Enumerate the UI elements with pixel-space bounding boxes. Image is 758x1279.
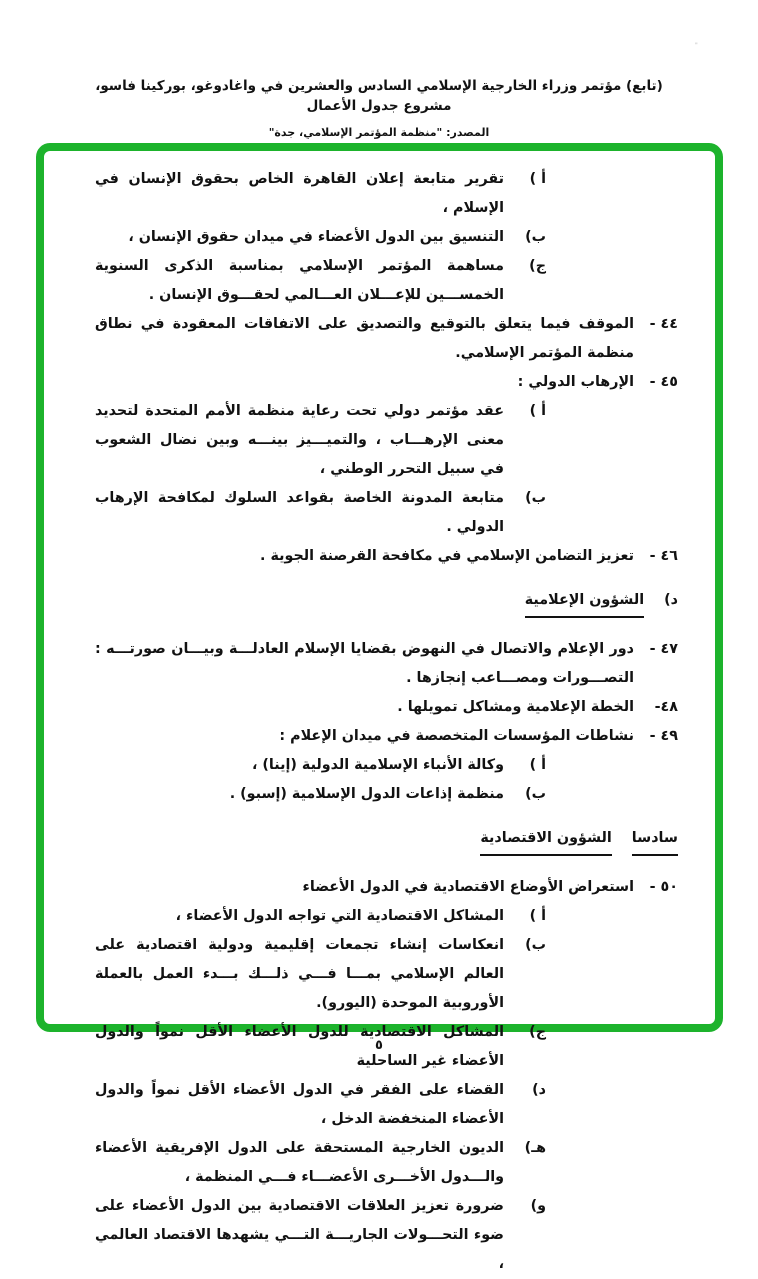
item-number: ٤٦ - <box>649 548 678 564</box>
agenda-subitem <box>95 223 678 252</box>
section-title: الشؤون الإعلامية <box>525 586 644 618</box>
agenda-item <box>95 722 678 751</box>
agenda-subitem <box>95 1134 678 1192</box>
agenda-subitem <box>95 252 678 310</box>
item-number: ٤٨- <box>654 699 678 715</box>
item-number: ٤٥ - <box>649 374 678 390</box>
subitem-text: عقد مؤتمر دولي تحت رعاية منظمة الأمم المتحدة لتحديد معنى الإرهـــاب ، والتميـــيز بينـــه وبين نضال الشعوب في سبيل التحرر الوطني ، <box>95 403 504 477</box>
document-header <box>0 76 758 139</box>
agenda-item <box>95 310 678 368</box>
agenda-subitem <box>95 1076 678 1134</box>
agenda-subitem <box>95 484 678 542</box>
subitem-label: ب) <box>525 786 546 802</box>
agenda-subitem <box>95 397 678 484</box>
subitem-text: انعكاسات إنشاء تجمعات إقليمية ودولية اقتصادية على العالم الإسلامي بمـــا فـــي ذلـــك بـــدء العمل بالعملة الأوروبية الموحدة (اليورو). <box>95 937 504 1011</box>
subitem-text: التنسيق بين الدول الأعضاء في ميدان حقوق الإنسان ، <box>128 229 504 245</box>
subitem-label: هـ) <box>524 1140 546 1156</box>
subitem-label: د) <box>532 1082 546 1098</box>
agenda-subitem <box>95 1192 678 1279</box>
subitem-label: أ ) <box>529 908 546 924</box>
item-text: نشاطات المؤسسات المتخصصة في ميدان الإعلام : <box>279 728 634 744</box>
subitem-label: أ ) <box>529 757 546 773</box>
scan-artifact-mark: " <box>695 42 698 49</box>
section-heading-media <box>95 586 678 618</box>
agenda-subitem <box>95 165 678 223</box>
subitem-text: متابعة المدونة الخاصة بقواعد السلوك لمكافحة الإرهاب الدولي . <box>95 490 504 535</box>
subitem-text: وكالة الأنباء الإسلامية الدولية (إينا) ، <box>251 757 504 773</box>
subitem-text: القضاء على الفقر في الدول الأعضاء الأقل نمواً والدول الأعضاء المنخفضة الدخل ، <box>95 1082 504 1127</box>
agenda-subitem <box>95 931 678 1018</box>
item-text: الإرهاب الدولي : <box>517 374 634 390</box>
agenda-item <box>95 635 678 693</box>
subitem-text: الديون الخارجية المستحقة على الدول الإفريقية الأعضاء والـــدول الأخـــرى الأعضـــاء فـــي المنظمة ، <box>95 1140 504 1185</box>
agenda-subitem <box>95 902 678 931</box>
agenda-item <box>95 873 678 902</box>
subitem-label: أ ) <box>529 171 546 187</box>
item-number: ٤٤ - <box>649 316 678 332</box>
agenda-item <box>95 693 678 722</box>
subitem-label: أ ) <box>529 403 546 419</box>
item-number: ٥٠ - <box>649 879 678 895</box>
page-number: ٥ <box>375 1038 383 1053</box>
agenda-subitem <box>95 751 678 780</box>
section-heading-economic <box>95 824 678 856</box>
item-text: تعزيز التضامن الإسلامي في مكافحة القرصنة الجوية . <box>260 548 634 564</box>
section-letter: د) <box>664 592 678 608</box>
subitem-text: ضرورة تعزيز العلاقات الاقتصادية بين الدول الأعضاء على ضوء التحـــولات الجاريـــة التـــي يشهدها الاقتصاد العالمي ، <box>95 1198 504 1272</box>
item-text: الموقف فيما يتعلق بالتوقيع والتصديق على الاتفاقات المعقودة في نطاق منظمة المؤتمر الإسلامي. <box>95 316 634 361</box>
subitem-text: المشاكل الاقتصادية التي تواجه الدول الأعضاء ، <box>175 908 504 924</box>
subitem-label: ب) <box>525 937 546 953</box>
subitem-label: ب) <box>525 490 546 506</box>
subitem-label: ب) <box>525 229 546 245</box>
green-border-frame <box>36 143 723 1272</box>
item-number: ٤٧ - <box>649 641 678 657</box>
item-text: الخطة الإعلامية ومشاكل تمويلها . <box>397 699 634 715</box>
subitem-label: ج) <box>529 1024 546 1040</box>
agenda-subitem <box>95 780 678 809</box>
subitem-text: مساهمة المؤتمر الإسلامي بمناسبة الذكرى السنوية الخمســـين للإعـــلان العـــالمي لحقـــوق الإنسان . <box>95 258 504 303</box>
item-text: استعراض الأوضاع الاقتصادية في الدول الأعضاء <box>302 879 634 895</box>
agenda-item <box>95 542 678 571</box>
section-ordinal: سادسا <box>632 824 678 856</box>
subitem-label: و) <box>530 1198 546 1214</box>
subitem-label: ج) <box>529 258 546 274</box>
item-text: دور الإعلام والاتصال في النهوض بقضايا الإسلام العادلـــة وبيـــان صورتـــه : التصـــورات ومصـــاعب إنجازها . <box>95 641 634 686</box>
document-source: المصدر: "منظمة المؤتمر الإسلامي، جدة" <box>268 126 490 139</box>
subitem-text: منظمة إذاعات الدول الإسلامية (إسبو) . <box>229 786 504 802</box>
section-title: الشؤون الاقتصادية <box>480 824 611 856</box>
document-title: (تابع) مؤتمر وزراء الخارجية الإسلامي السادس والعشرين في واغادوغو، بوركينا فاسو، مشروع جدول الأعمال <box>95 78 663 114</box>
item-number: ٤٩ - <box>649 728 678 744</box>
agenda-item <box>95 368 678 397</box>
agenda-content <box>95 165 678 1279</box>
subitem-text: تقرير متابعة إعلان القاهرة الخاص بحقوق الإنسان في الإسلام ، <box>95 171 504 216</box>
subitem-text: المشاكل الاقتصادية للدول الأعضاء الأقل نمواً والدول الأعضاء غير الساحلية <box>95 1024 504 1069</box>
